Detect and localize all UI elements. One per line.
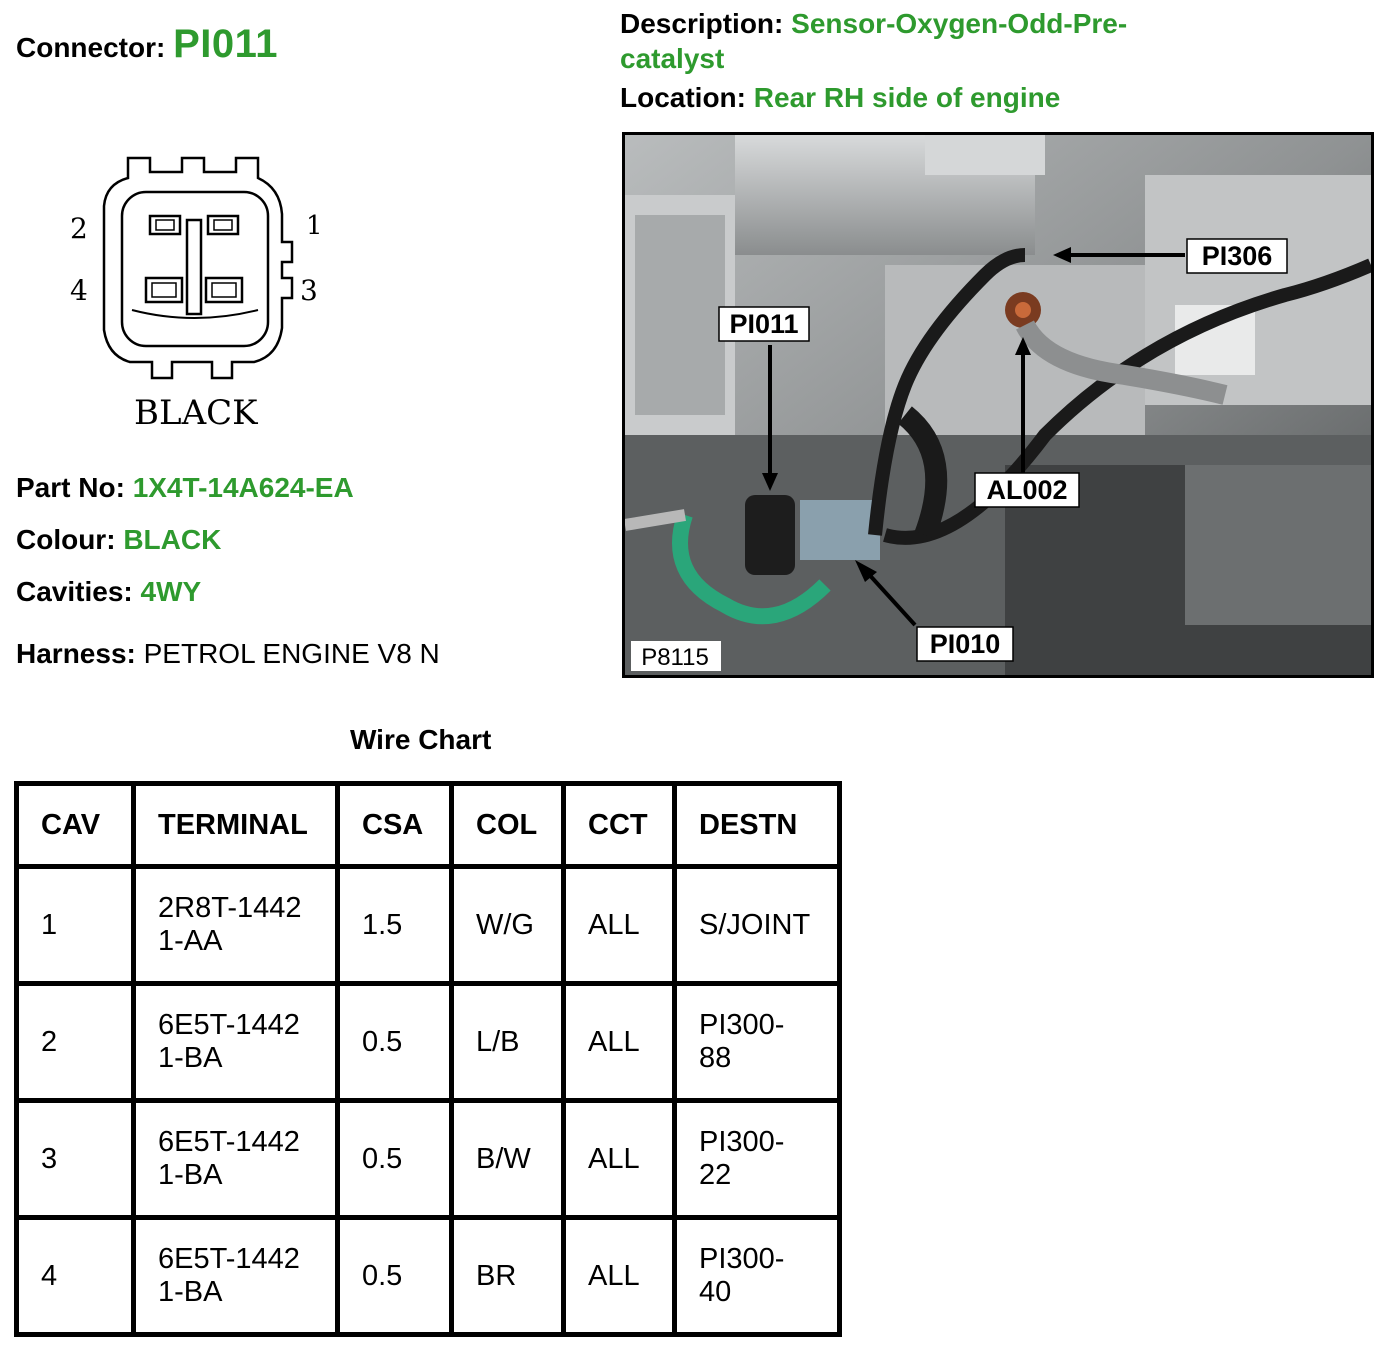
cell-col: BR <box>452 1218 564 1335</box>
cell-destn-text: PI300-40 <box>699 1243 785 1308</box>
header-cct: CCT <box>564 784 675 867</box>
connector-pinout-diagram <box>60 150 350 440</box>
cell-csa: 1.5 <box>338 867 452 984</box>
header-terminal: TERMINAL <box>134 784 338 867</box>
cell-cav: 3 <box>17 1101 134 1218</box>
cell-cct: ALL <box>564 984 675 1101</box>
connector-field <box>16 22 278 67</box>
table-row <box>17 1101 840 1218</box>
callout-pi010: PI010 <box>929 629 1001 659</box>
pin-label-4: 4 <box>70 274 88 307</box>
cell-terminal <box>134 984 338 1101</box>
header-csa: CSA <box>338 784 452 867</box>
cell-destn-text: PI300-88 <box>699 1009 785 1074</box>
cell-terminal <box>134 867 338 984</box>
cell-csa: 0.5 <box>338 984 452 1101</box>
table-row <box>17 867 840 984</box>
pin-label-1: 1 <box>306 211 323 241</box>
cell-cav: 1 <box>17 867 134 984</box>
part-no-label: Part No: <box>16 472 125 503</box>
pin-label-2: 2 <box>70 212 88 245</box>
cell-cav: 2 <box>17 984 134 1101</box>
cell-terminal-text: 6E5T-14421-BA <box>158 1243 300 1308</box>
colour-label: Colour: <box>16 524 116 555</box>
cell-cct: ALL <box>564 867 675 984</box>
cell-col: B/W <box>452 1101 564 1218</box>
cell-destn <box>675 1218 840 1335</box>
cell-cct: ALL <box>564 1101 675 1218</box>
table-row <box>17 984 840 1101</box>
cell-terminal <box>134 1101 338 1218</box>
cell-cav: 4 <box>17 1218 134 1335</box>
connector-value: PI011 <box>173 22 278 66</box>
harness-field <box>16 638 440 670</box>
callout-al002: AL002 <box>986 475 1068 505</box>
cell-csa: 0.5 <box>338 1101 452 1218</box>
harness-label: Harness: <box>16 638 136 669</box>
harness-value: PETROL ENGINE V8 N <box>143 638 440 669</box>
connector-color-label: BLACK <box>134 393 258 433</box>
pin-label-3: 3 <box>300 274 318 307</box>
cell-destn <box>675 1101 840 1218</box>
engine-photo-illustration <box>625 135 1371 675</box>
part-no-value: 1X4T-14A624-EA <box>132 472 354 503</box>
description-value: Sensor-Oxygen-Odd-Pre-catalyst <box>620 8 1128 74</box>
cell-terminal <box>134 1218 338 1335</box>
wire-chart-title: Wire Chart <box>350 724 492 755</box>
cell-col: L/B <box>452 984 564 1101</box>
cavities-label: Cavities: <box>16 576 133 607</box>
description-field <box>620 6 1140 76</box>
engine-location-photo <box>622 132 1374 678</box>
cell-csa: 0.5 <box>338 1218 452 1335</box>
header-col: COL <box>452 784 564 867</box>
header-destn: DESTN <box>675 784 840 867</box>
part-no-field <box>16 472 354 504</box>
cell-terminal-text: 6E5T-14421-BA <box>158 1009 300 1074</box>
cell-destn: S/JOINT <box>675 867 840 984</box>
cell-terminal-text: 2R8T-14421-AA <box>158 892 302 957</box>
description-label: Description: <box>620 8 784 39</box>
cell-terminal-text: 6E5T-14421-BA <box>158 1126 300 1191</box>
photo-reference: P8115 <box>641 644 709 671</box>
callout-pi306: PI306 <box>1201 241 1273 271</box>
cavities-field <box>16 576 201 608</box>
cell-destn <box>675 984 840 1101</box>
table-header-row <box>17 784 840 867</box>
cell-destn-text: PI300-22 <box>699 1126 785 1191</box>
colour-value: BLACK <box>123 524 222 555</box>
location-field <box>620 82 1060 114</box>
header-cav: CAV <box>17 784 134 867</box>
connector-label: Connector: <box>16 32 166 63</box>
cell-col: W/G <box>452 867 564 984</box>
callout-pi011: PI011 <box>729 309 799 339</box>
wire-chart-table <box>14 781 842 1337</box>
location-label: Location: <box>620 82 746 113</box>
colour-field <box>16 524 221 556</box>
location-value: Rear RH side of engine <box>753 82 1061 113</box>
table-row <box>17 1218 840 1335</box>
cavities-value: 4WY <box>140 576 202 607</box>
cell-cct: ALL <box>564 1218 675 1335</box>
